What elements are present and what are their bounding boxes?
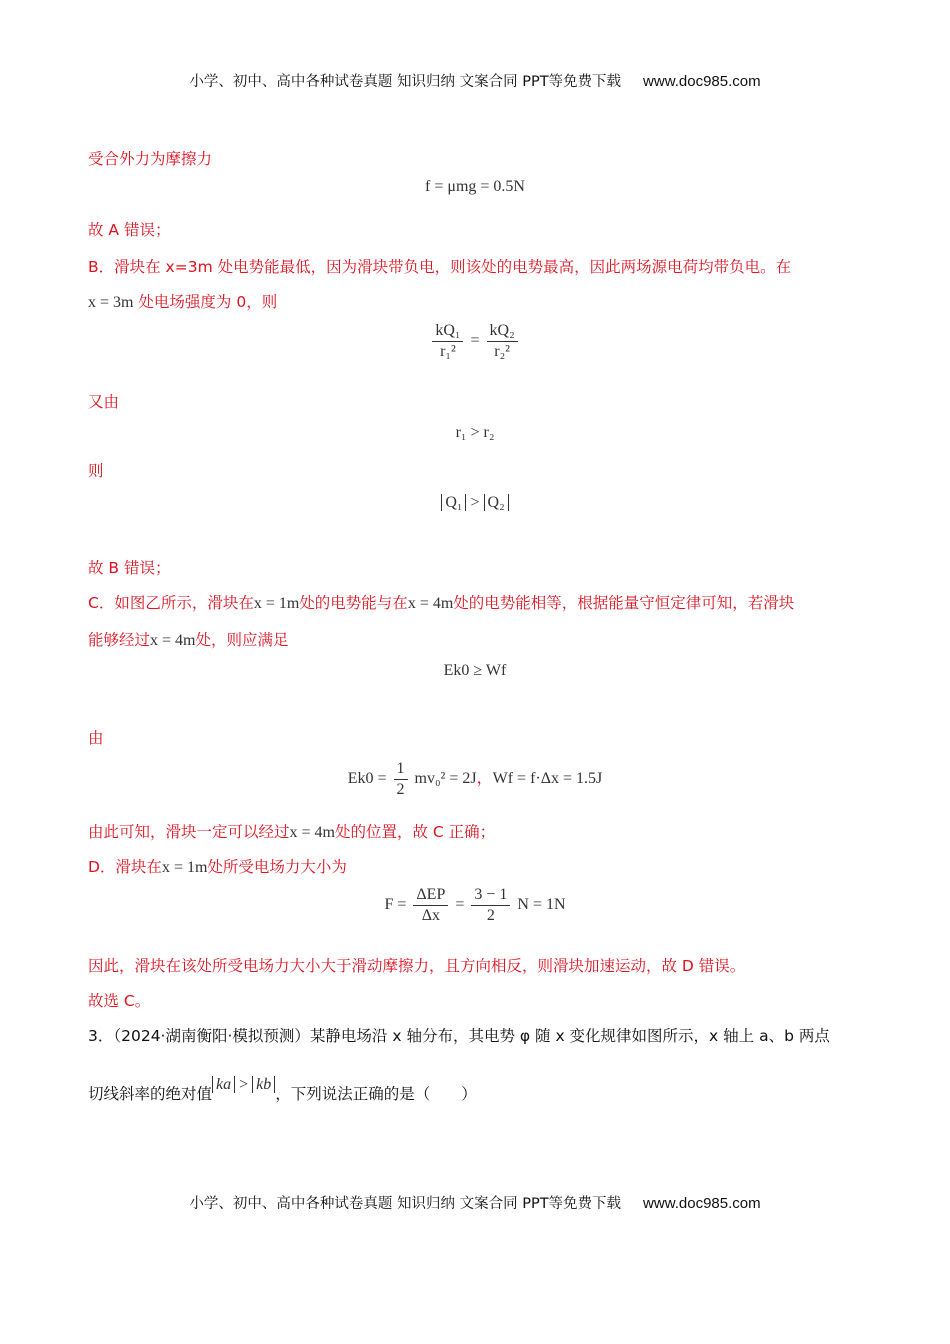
inline-math: x = 4m	[150, 632, 196, 649]
force-rhs: N = 1N	[517, 896, 566, 914]
equation-radius-text: r₁ > r₂	[455, 424, 495, 441]
footer-text: 小学、初中、高中各种试卷真题 知识归纳 文案合同 PPT等免费下载	[189, 1196, 622, 1212]
ek0-lhs: Ek0 =	[347, 770, 387, 788]
abs-q1: Q₁	[441, 494, 466, 511]
inline-math: x = 3m	[88, 294, 134, 311]
denominator: r₂²	[494, 343, 510, 360]
numerator: 3 − 1	[471, 886, 510, 906]
fraction-half	[394, 760, 408, 799]
text-segment: D．滑块在	[88, 858, 162, 876]
denominator: r₁²	[440, 343, 456, 360]
equals: =	[455, 896, 465, 914]
text-line-2: 故 A 错误；	[88, 221, 171, 239]
numerator: 1	[394, 760, 408, 780]
inline-math: x = 1m	[161, 859, 208, 876]
fraction-delta	[413, 886, 448, 925]
equation-radius	[0, 424, 950, 442]
force-lhs: F =	[384, 896, 407, 914]
text-segment: 处的位置，故 C 正确；	[334, 823, 496, 841]
text-line-5: 又由	[88, 393, 120, 411]
inline-math: x = 1m	[253, 595, 300, 612]
header-text: 小学、初中、高中各种试卷真题 知识归纳 文案合同 PPT等免费下载	[189, 74, 622, 90]
equation-energy-condition-text: Ek0 ≥ Wf	[443, 662, 507, 679]
fraction-values	[471, 886, 510, 925]
fraction-right	[487, 322, 518, 361]
numerator: kQ₂	[487, 322, 518, 342]
equation-charge: Q₁ > Q₂	[0, 494, 950, 512]
text-segment: ，下列说法正确的是（ ）	[275, 1085, 477, 1103]
text-segment: 处，则应满足	[195, 631, 289, 649]
text-segment: 处的电势能与在	[299, 594, 408, 612]
equation-friction-text: f = μmg = 0.5N	[425, 178, 525, 195]
inline-math: x = 4m	[407, 595, 454, 612]
denominator: 2	[486, 907, 495, 924]
text-segment: 处所受电场力大小为	[207, 858, 347, 876]
text-line-3: B．滑块在 x=3m 处电势能最低，因为滑块带负电，则该处的电势最高，因此两场源电荷均带负电。在	[88, 258, 792, 276]
text-line-9	[88, 628, 289, 650]
text-line-4	[88, 290, 277, 312]
equation-coulomb: $\frac{\text{kQ₁}}{\text{r₁²}}$ = $\frac{\text{kQ₂}}{\text{r₂²}}$	[0, 322, 950, 361]
text-line-1: 受合外力为摩擦力	[88, 150, 213, 168]
footer-url[interactable]: www.doc985.com	[643, 1195, 761, 1212]
separator: ，	[476, 770, 493, 788]
abs-ka: ka	[212, 1076, 235, 1093]
page-header	[0, 70, 950, 91]
abs-kb: kb	[252, 1076, 275, 1093]
text-line-8	[88, 591, 794, 613]
text-line-10: 由	[88, 729, 104, 747]
numerator: kQ₁	[432, 322, 463, 342]
header-url[interactable]: www.doc985.com	[643, 73, 761, 90]
fraction-left	[432, 322, 463, 361]
text-segment: 切线斜率的绝对值	[88, 1085, 213, 1103]
text-segment: 处的电势能相等，根据能量守恒定律可知，若滑块	[453, 594, 795, 612]
question-3-line-2	[88, 1076, 477, 1104]
equation-kinetic-work	[0, 760, 950, 799]
denominator: 2	[396, 781, 405, 798]
text-line-11	[88, 820, 495, 842]
text-segment: C．如图乙所示，滑块在	[88, 594, 254, 612]
question-3-line-1: 3．（2024·湖南衡阳·模拟预测）某静电场沿 x 轴分布，其电势 φ 随 x 变化规律如图所示，x 轴上 a、b 两点	[88, 1027, 830, 1045]
text-line-6: 则	[88, 462, 104, 480]
slope-inequality: ka > kb	[212, 1076, 275, 1093]
numerator: ΔEP	[413, 886, 448, 906]
equation-force	[0, 886, 950, 925]
text-line-13: 因此，滑块在该处所受电场力大小大于滑动摩擦力，且方向相反，则滑块加速运动，故 D 错误。	[88, 957, 746, 975]
denominator: Δx	[421, 907, 440, 924]
text-segment: 能够经过	[88, 631, 151, 649]
work-equation: Wf = f·Δx = 1.5J	[492, 770, 603, 788]
text-line-7: 故 B 错误；	[88, 559, 171, 577]
text-line-14: 故选 C。	[88, 992, 151, 1010]
inline-math: x = 4m	[289, 824, 335, 841]
abs-q2: Q₂	[484, 494, 509, 511]
text-line-12	[88, 855, 347, 877]
text-segment: 由此可知，滑块一定可以经过	[88, 823, 290, 841]
page-footer	[0, 1192, 950, 1213]
text-segment: 处电场强度为 0，则	[138, 293, 278, 311]
equation-friction	[0, 178, 950, 196]
ek0-rhs: mv₀² = 2J	[414, 770, 477, 788]
equation-energy-condition	[0, 662, 950, 680]
